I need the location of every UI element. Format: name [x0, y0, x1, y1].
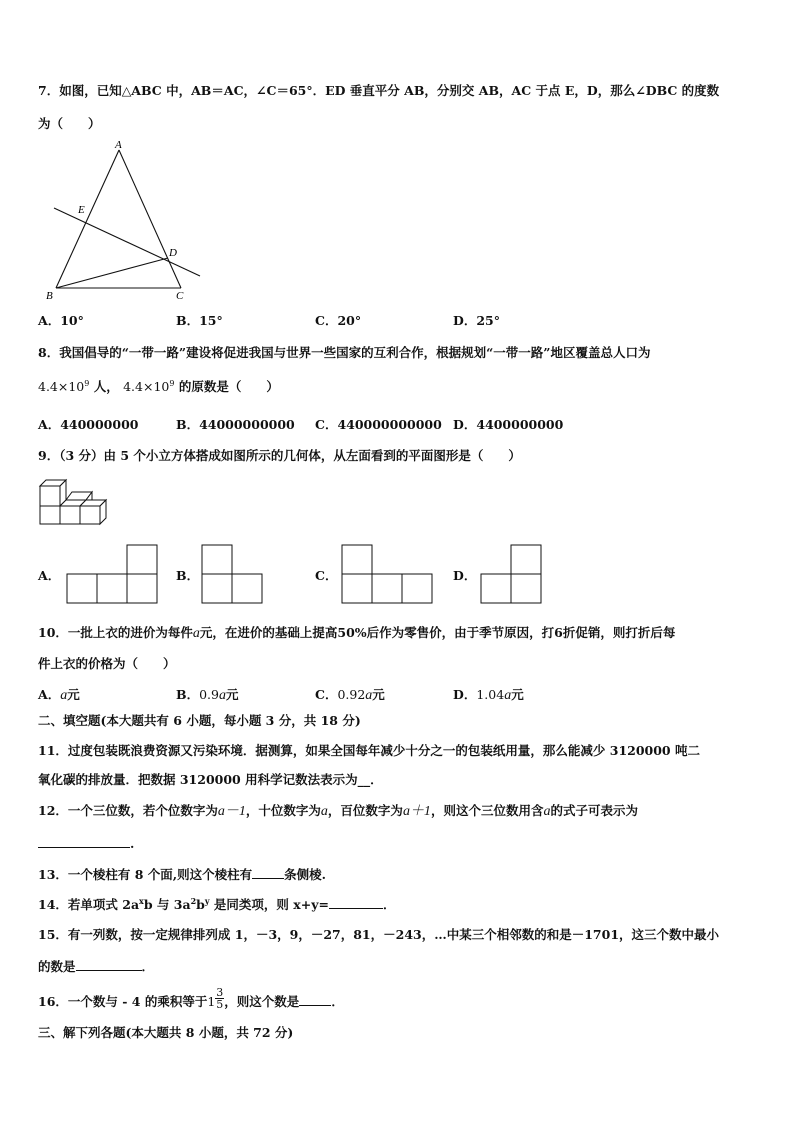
q7-option-d[interactable]: D．25° [453, 313, 500, 328]
q11-line2: 氧化碳的排放量．把数据 3120000 用科学记数法表示为__． [38, 772, 383, 787]
q14-line: 14．若单项式 $2a^xb$ 与 $3a^2b^y$ 是同类项，则 x+y= ． [38, 895, 396, 912]
q16-line: 16．一个数与 - 4 的乘积等于1 $\frac{3}{5}$ ，则这个数是 ． [38, 986, 344, 1011]
q13-line: 13．一个棱柱有 8 个面,则这个棱柱有 条侧棱. [38, 867, 327, 882]
q9-option-b-figure[interactable] [201, 543, 263, 605]
label-c: C [176, 290, 184, 302]
q15-answer-blank[interactable] [76, 958, 142, 971]
q7-option-b[interactable]: B．15° [176, 313, 223, 328]
q12-line1: 12．一个三位数，若个位数字为a－1，十位数字为a，百位数字为a＋1，则这个三位数用含a的式子可表示为 [38, 803, 638, 819]
q15-line1: 15．有一列数，按一定规律排列成 1，－3，9，－27，81，－243，…中某三个相邻数的和是－1701，这三个数中最小 [38, 927, 720, 942]
section-2-heading: 二、填空题(本大题共有 6 小题，每小题 3 分，共 18 分) [38, 713, 361, 728]
q11-line1: 11．过度包装既浪费资源又污染环境．据测算，如果全国每年减少十分之一的包装纸用量，那么能减少 3120000 吨二 [38, 743, 700, 758]
q8-option-a[interactable]: A．440000000 [38, 417, 139, 432]
q16-answer-blank[interactable] [299, 993, 331, 1006]
q8-option-c[interactable]: C．440000000000 [315, 417, 442, 432]
q10-option-c[interactable]: C．0.92a元 [315, 687, 385, 703]
q12-answer-blank[interactable] [38, 835, 130, 848]
q8-option-d[interactable]: D．4400000000 [453, 417, 564, 432]
q8-number-1: $4.4\times 10^9$ [38, 378, 90, 394]
q15-line2: 的数是 ． [38, 959, 155, 974]
q10-line1: 10．一批上衣的进价为每件a元，在进价的基础上提高50%后作为零售价，由于季节原因，打6折促销，则打折后每 [38, 625, 676, 641]
q7-option-a[interactable]: A．10° [38, 313, 84, 328]
q7-line2: 为（ ） [38, 116, 101, 131]
q9-cube-solid-figure [36, 478, 112, 526]
q9-option-b[interactable]: B． [176, 568, 200, 583]
q12-line2: . [38, 835, 134, 852]
q10-line2: 件上衣的价格为（ ） [38, 656, 176, 671]
q9-option-d[interactable]: D． [453, 568, 477, 583]
q8-number-2: $4.4\times 10^9$ [123, 378, 175, 394]
q9-option-d-figure[interactable] [480, 543, 542, 605]
q10-option-a[interactable]: A．a元 [38, 687, 80, 703]
q14-answer-blank[interactable] [329, 896, 383, 909]
section-3-heading: 三、解下列各题(本大题共 8 小题，共 72 分) [38, 1025, 294, 1040]
q9-option-c[interactable]: C． [315, 568, 338, 583]
q16-mixed-number: 1 $\frac{3}{5}$ [207, 986, 224, 1011]
q10-option-b[interactable]: B．0.9a元 [176, 687, 239, 703]
q13-answer-blank[interactable] [252, 866, 284, 879]
q8-line1: 8．我国倡导的“一带一路”建设将促进我国与世界一些国家的互利合作，根据规划“一带一路”地区覆盖总人口为 [38, 345, 651, 360]
q9-option-a[interactable]: A． [38, 568, 61, 583]
q7-triangle-figure [36, 136, 206, 306]
q8-line2: $4.4\times 10^9$ 人， $4.4\times 10^9$ 的原数是（ ） [38, 378, 279, 394]
q7-option-c[interactable]: C．20° [315, 313, 362, 328]
q9-line1: 9．（3 分）由 5 个小立方体搭成如图所示的几何体，从左面看到的平面图形是（ ） [38, 448, 521, 463]
label-b: B [46, 290, 53, 302]
q10-option-d[interactable]: D．1.04a元 [453, 687, 524, 703]
q9-option-c-figure[interactable] [341, 543, 433, 605]
q8-option-b[interactable]: B．44000000000 [176, 417, 295, 432]
label-e: E [78, 204, 85, 216]
label-d: D [169, 247, 177, 259]
label-a: A [115, 139, 122, 151]
q9-option-a-figure[interactable] [66, 543, 158, 605]
q7-line1: 7．如图，已知△ABC 中，AB＝AC，∠C＝65°．ED 垂直平分 AB，分别交 AB，AC 于点 E，D，那么∠DBC 的度数 [38, 83, 720, 98]
